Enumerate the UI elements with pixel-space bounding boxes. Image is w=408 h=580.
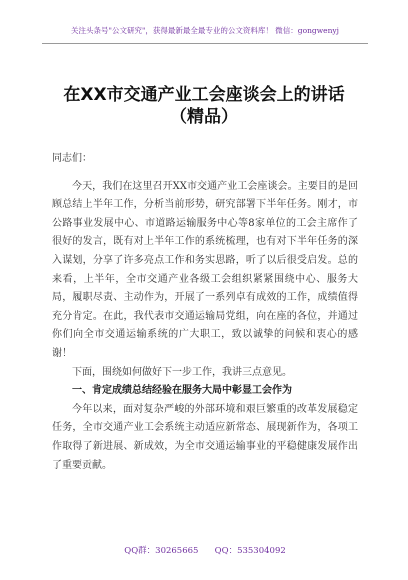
document-title: [30, 84, 378, 128]
title-line-1: 在XX市交通产业工会座谈会上的讲话: [63, 85, 345, 105]
title-line-2: （精品）: [170, 107, 238, 127]
section-heading: 一、肯定成绩总结经验在服务大局中彰显工会作为: [72, 385, 292, 397]
section-paragraph: 今年以来，面对复杂严峻的外部环境和艰巨繁重的改革发展稳定任务，全市交通产业工会系统主动适应新常态、展现新作为，各项工作取得了新进展、新成效，为全市交通运输事业的平稳健康发展作出了重要贡献。: [52, 403, 358, 471]
document-body: [52, 150, 358, 475]
body-paragraph: 下面，围绕如何做好下一步工作，我讲三点意见。: [72, 366, 292, 378]
page-footer-contact: QQ群：30265665 QQ：535304092: [124, 546, 286, 556]
body-paragraph: 今天，我们在这里召开XX市交通产业工会座谈会。主要目的是回顾总结上半年工作，分析当前形势，研究部署下半年任务。刚才，市公路事业发展中心、市道路运输服务中心等8家单位的工会主席作了很好的发言，既有对上半年工作的系统梳理，也有对下半年任务的深入谋划，分享了许多亮点工作和务实思路，听了以后很受启发。总的来看，上半年，全市交通产业各级工会组织紧紧围绕中心、服务大局，履职尽责、主动作为，开展了一系列卓有成效的工作，成绩值得充分肯定。在此，我代表市交通运输局党组，向在座的各位，并通过你们向全市交通运输系统的广大职工，致以诚挚的问候和衷心的感谢！: [52, 180, 358, 359]
header-divider: [42, 43, 368, 44]
greeting: 同志们：: [52, 153, 92, 164]
page-header-promo: 关注头条号"公文研究"，获得最新最全最专业的公文资料库！ 微信：gongwenyj: [71, 26, 339, 35]
